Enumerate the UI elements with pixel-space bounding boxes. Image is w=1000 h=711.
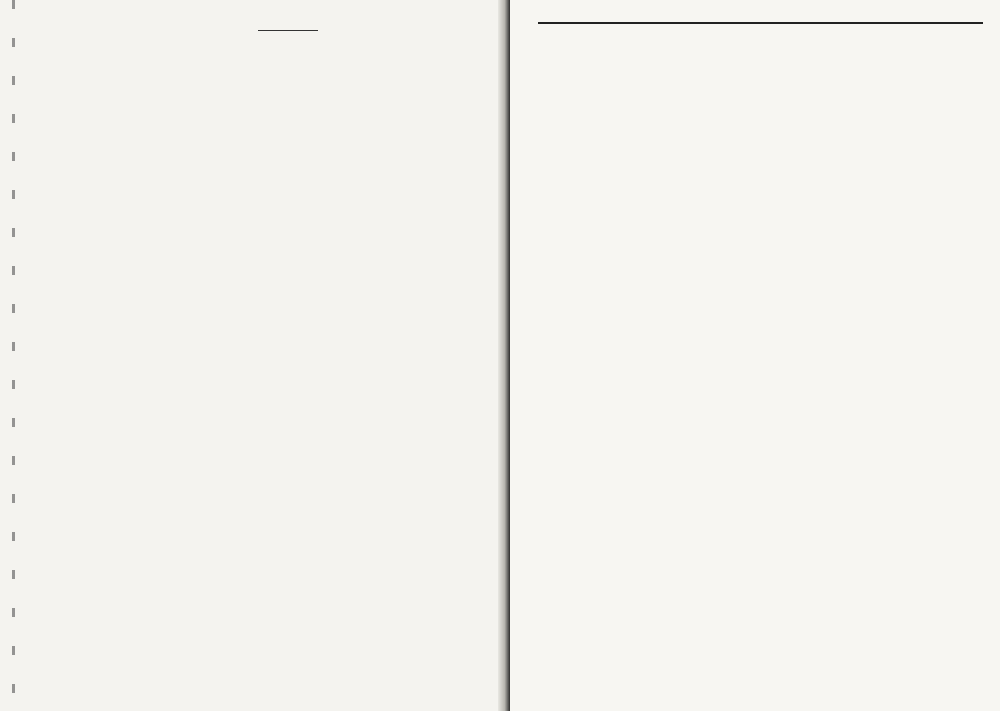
table-of-contents (88, 14, 488, 31)
toc-end-rule (258, 30, 318, 31)
header-rule (538, 22, 983, 24)
right-page (510, 0, 1000, 711)
page-edge-shadow (12, 0, 15, 711)
